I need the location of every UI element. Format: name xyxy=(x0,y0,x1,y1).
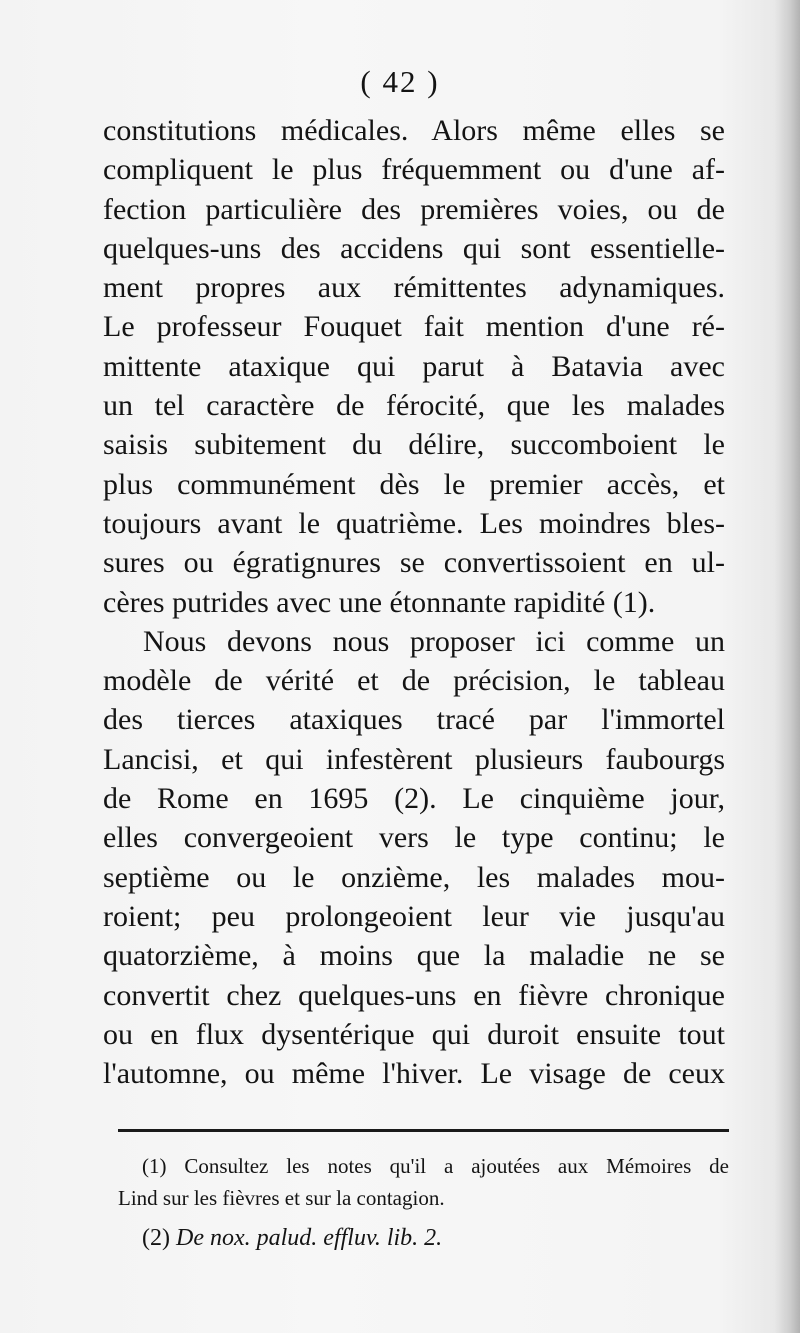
body-text xyxy=(103,111,725,1093)
text-line: quatorzième, à moins que la maladie ne se xyxy=(103,939,725,973)
footnote-divider xyxy=(118,1129,729,1132)
text-line: plus communément dès le premier accès, et xyxy=(103,467,725,501)
text-line: mittente ataxique qui parut à Batavia avec xyxy=(103,349,725,383)
text-line: de Rome en 1695 (2). Le cinquième jour, xyxy=(103,782,725,816)
page-number: ( 42 ) xyxy=(360,64,440,99)
page-edge-shadow xyxy=(774,0,800,1333)
text-line: toujours avant le quatrième. Les moindres bles- xyxy=(103,506,725,540)
text-line: elles convergeoient vers le type continu; le xyxy=(103,821,725,855)
text-line: sures ou égratignures se convertissoient en ul- xyxy=(103,546,725,580)
text-line: cères putrides avec une étonnante rapidité (1). xyxy=(103,585,656,619)
text-line: ou en flux dysentérique qui duroit ensuite tout xyxy=(103,1017,725,1051)
footnote-2-marker: (2) xyxy=(142,1225,170,1251)
text-line: l'automne, ou même l'hiver. Le visage de ceux xyxy=(103,1057,725,1091)
text-line: saisis subitement du délire, succomboient le xyxy=(103,428,725,462)
footnote-1-line-2: Lind sur les fièvres et sur la contagion. xyxy=(118,1186,445,1210)
text-line: modèle de vérité et de précision, le tableau xyxy=(103,664,725,698)
text-line: Le professeur Fouquet fait mention d'une ré- xyxy=(103,310,725,344)
text-line: compliquent le plus fréquemment ou d'une af- xyxy=(103,153,725,187)
text-line: des tierces ataxiques tracé par l'immortel xyxy=(103,703,725,737)
text-line: septième ou le onzième, les malades mou- xyxy=(103,860,725,894)
text-line: roient; peu prolongeoient leur vie jusqu'au xyxy=(103,899,725,933)
footnote-2 xyxy=(118,1222,729,1254)
text-line: fection particulière des premières voies, ou de xyxy=(103,192,725,226)
footnote-1-line-1: (1) Consultez les notes qu'il a ajoutées aux Mémoires de xyxy=(142,1154,729,1178)
paragraph-start-line: Nous devons nous proposer ici comme un xyxy=(143,624,725,658)
text-line: constitutions médicales. Alors même elles se xyxy=(103,114,725,147)
text-line: ment propres aux rémittentes adynamiques. xyxy=(103,271,725,305)
text-line: convertit chez quelques-uns en fièvre chronique xyxy=(103,978,725,1012)
footnotes xyxy=(118,1150,729,1254)
footnote-2-text: De nox. palud. effluv. lib. 2. xyxy=(175,1225,443,1251)
text-line: quelques-uns des accidens qui sont essentielle- xyxy=(103,231,725,265)
text-line: Lancisi, et qui infestèrent plusieurs faubourgs xyxy=(103,742,725,776)
text-line: un tel caractère de férocité, que les malades xyxy=(103,389,725,423)
